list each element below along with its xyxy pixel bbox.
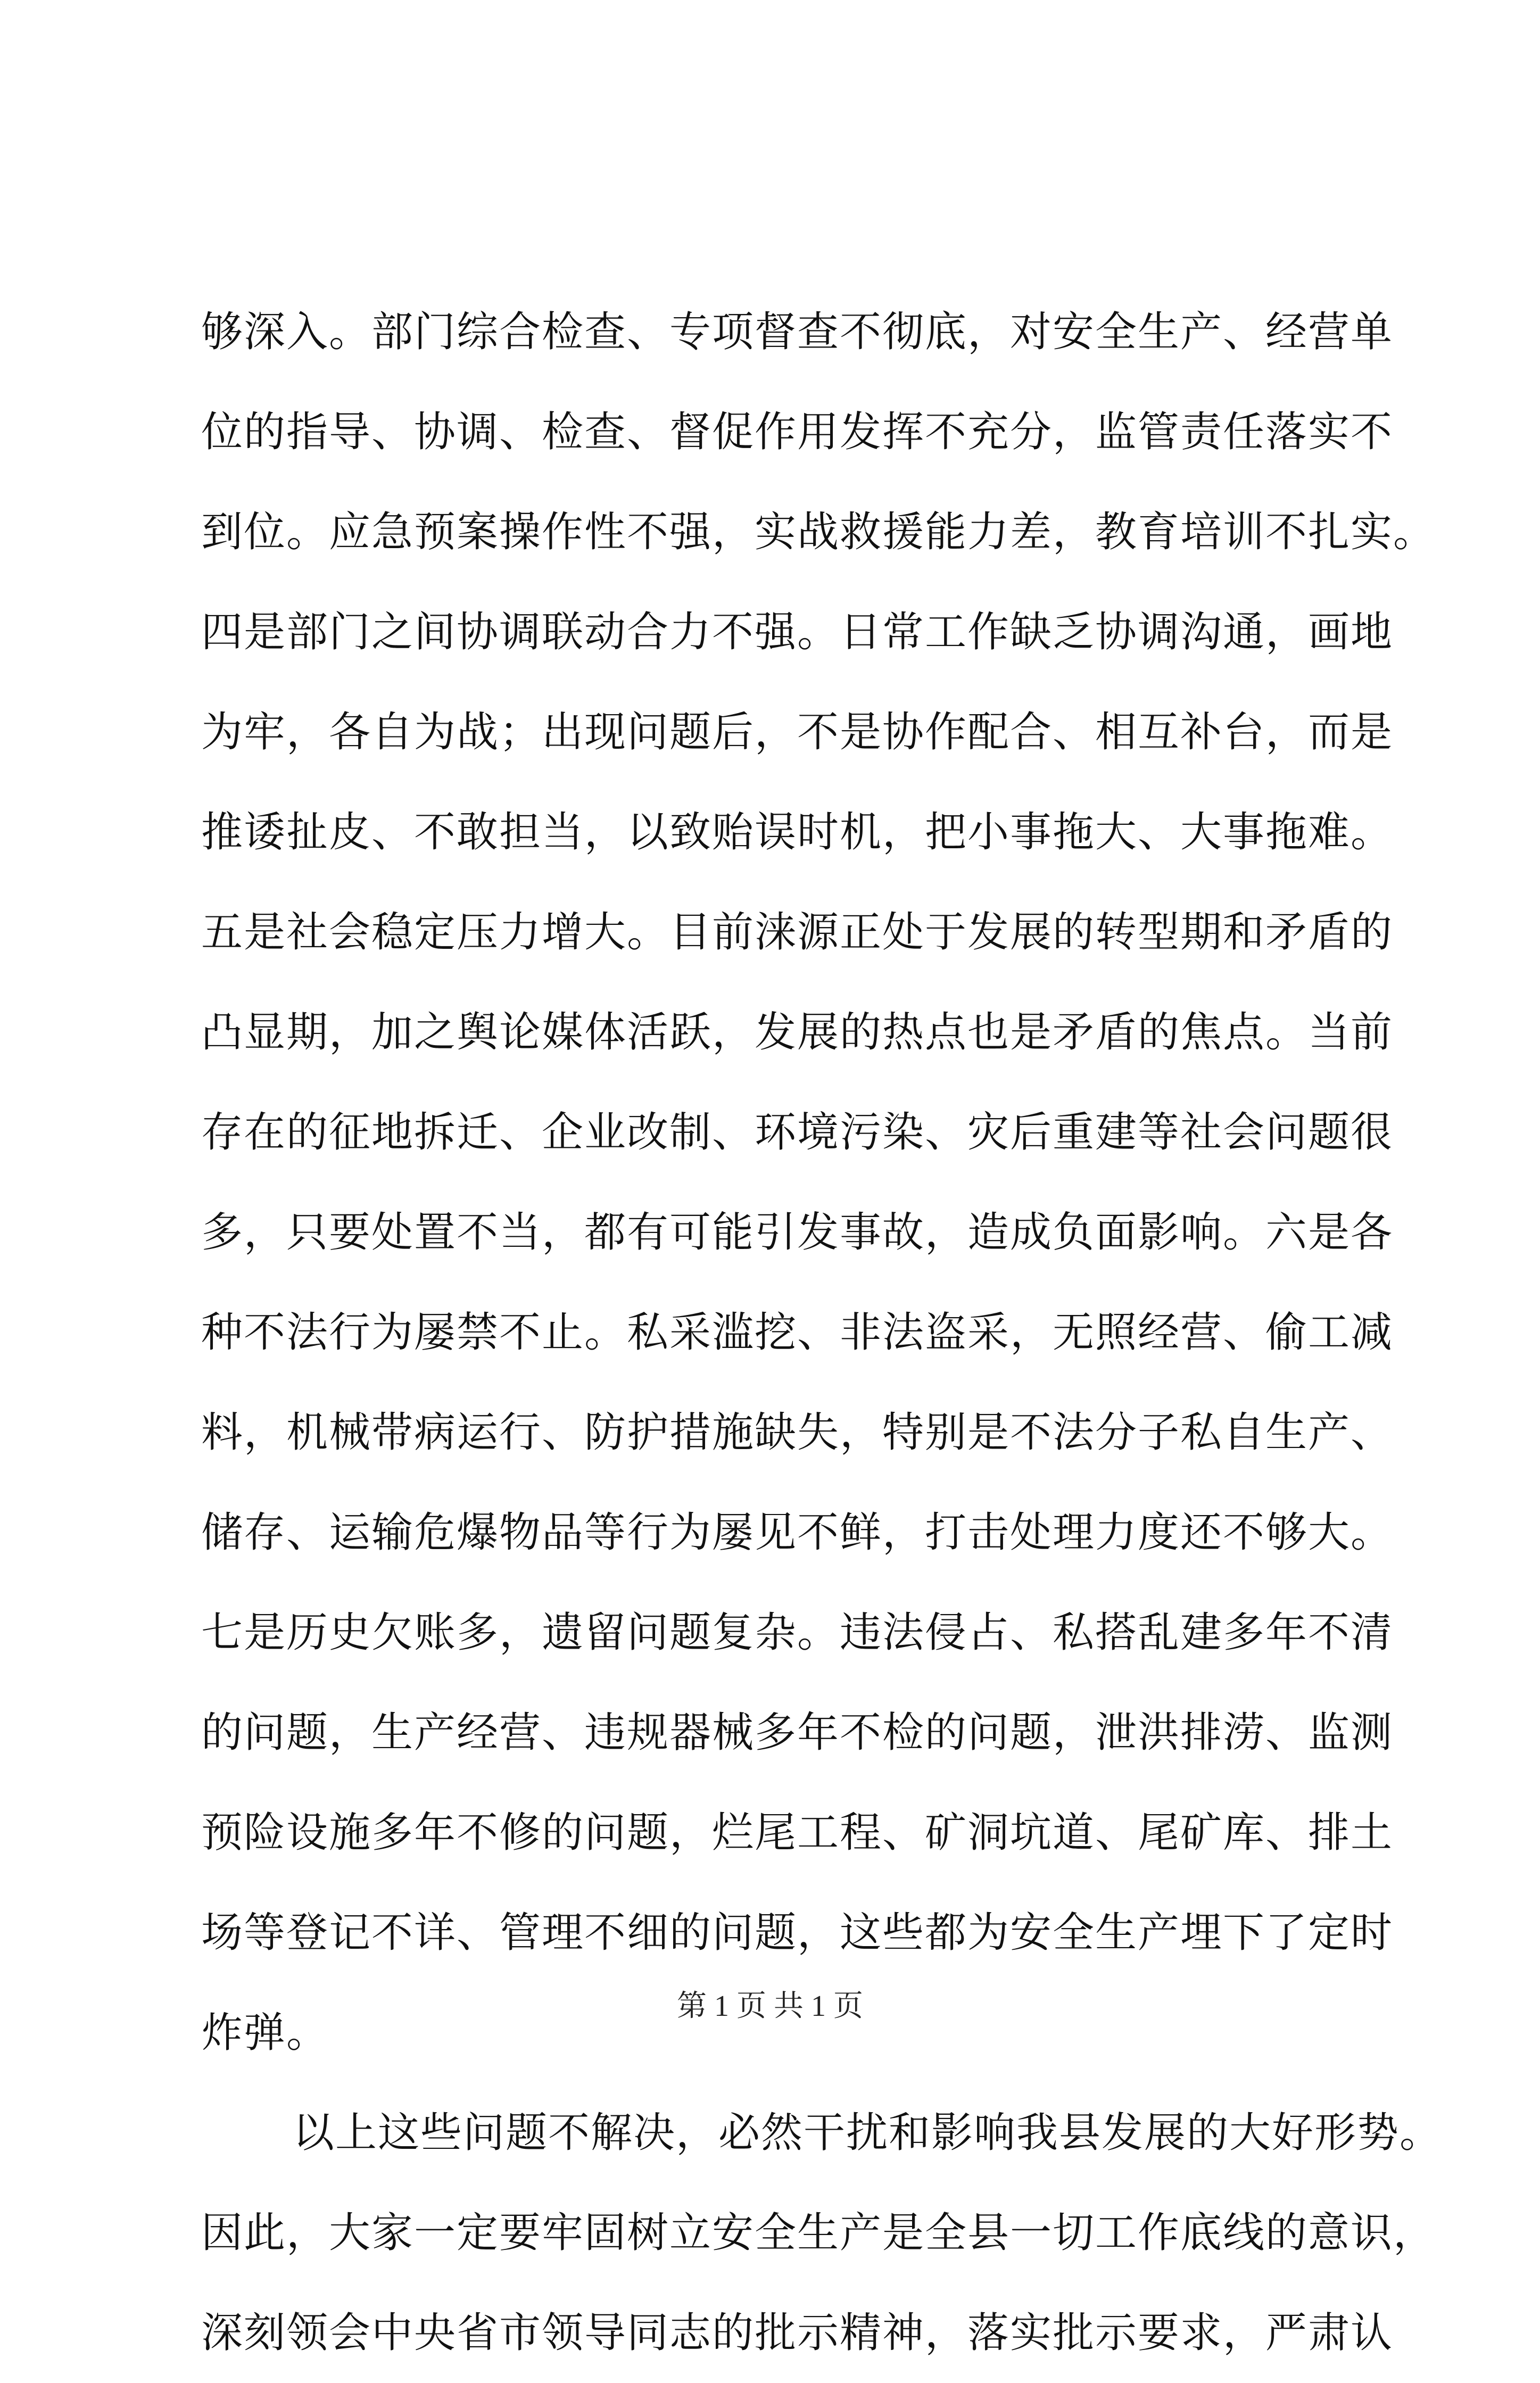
text-line: 多，只要处置不当，都有可能引发事故，造成负面影响。六是各 [201, 1209, 1394, 1256]
text-line: 推诿扯皮、不敢担当，以致贻误时机，把小事拖大、大事拖难。 [201, 808, 1394, 856]
text-line: 五是社会稳定压力增大。目前涞源正处于发展的转型期和矛盾的 [201, 908, 1394, 956]
text-line: 料，机械带病运行、防护措施缺失，特别是不法分子私自生产、 [201, 1409, 1394, 1457]
text-line: 存在的征地拆迁、企业改制、环境污染、灾后重建等社会问题很 [201, 1108, 1394, 1156]
text-line: 种不法行为屡禁不止。私采滥挖、非法盗采，无照经营、偷工减 [201, 1309, 1394, 1356]
text-line: 因此，大家一定要牢固树立安全生产是全县一切工作底线的意识， [201, 2209, 1436, 2257]
text-line: 为牢，各自为战；出现问题后，不是协作配合、相互补台，而是 [201, 708, 1394, 756]
text-line: 预险设施多年不修的问题，烂尾工程、矿洞坑道、尾矿库、排土 [201, 1809, 1394, 1857]
text-line: 的问题，生产经营、违规器械多年不检的问题，泄洪排涝、监测 [201, 1709, 1394, 1757]
page-number-label: 第 1 页 共 1 页 [677, 1990, 863, 2023]
text-line: 七是历史欠账多，遗留问题复杂。违法侵占、私搭乱建多年不清 [201, 1609, 1394, 1657]
text-line: 场等登记不详、管理不细的问题，这些都为安全生产埋下了定时 [201, 1909, 1394, 1957]
text-line: 位的指导、协调、检查、督促作用发挥不充分，监管责任落实不 [201, 408, 1394, 456]
text-line: 炸弹。 [201, 2009, 329, 2057]
text-line: 到位。应急预案操作性不强，实战救援能力差，教育培训不扎实。 [201, 508, 1436, 556]
text-line: 储存、运输危爆物品等行为屡见不鲜，打击处理力度还不够大。 [201, 1509, 1394, 1557]
document-body [201, 282, 1443, 2383]
page-footer [0, 1985, 1540, 2028]
text-line: 凸显期，加之舆论媒体活跃，发展的热点也是矛盾的焦点。当前 [201, 1008, 1394, 1056]
text-line: 以上这些问题不解决，必然干扰和影响我县发展的大好形势。 [293, 2109, 1443, 2157]
text-line: 四是部门之间协调联动合力不强。日常工作缺乏协调沟通，画地 [201, 608, 1394, 656]
text-line: 深刻领会中央省市领导同志的批示精神，落实批示要求，严肃认 [201, 2309, 1394, 2357]
text-line: 够深入。部门综合检查、专项督查不彻底，对安全生产、经营单 [201, 308, 1394, 356]
